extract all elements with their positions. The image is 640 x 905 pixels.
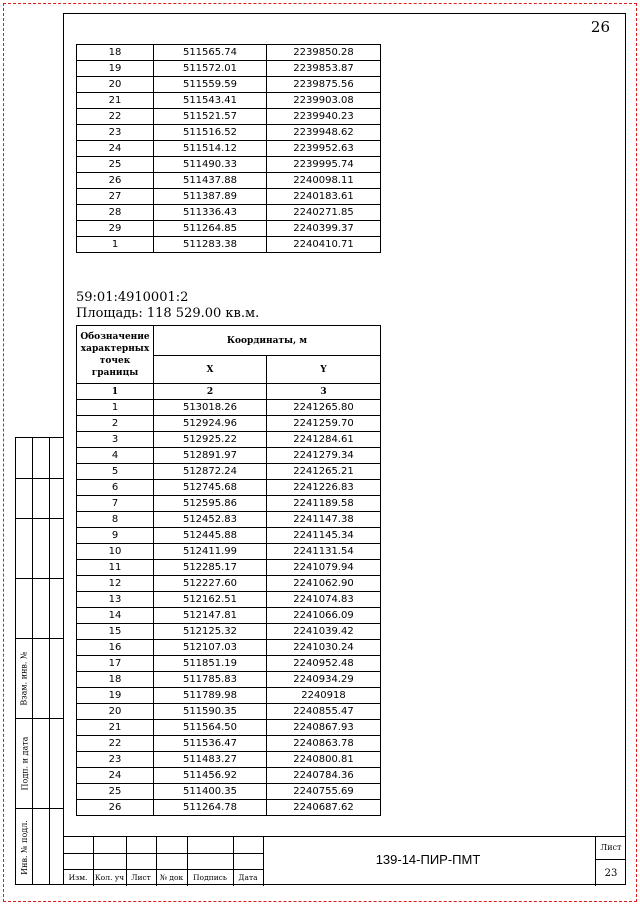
table-row	[77, 221, 381, 237]
label-change: Изм.	[68, 873, 88, 882]
table-row	[77, 237, 381, 253]
point-number: 8	[77, 512, 154, 528]
coord-y: 2241226.83	[267, 480, 381, 496]
coord-x: 512445.88	[154, 528, 267, 544]
point-number: 20	[77, 704, 154, 720]
coord-y: 2240918	[267, 688, 381, 704]
point-number: 28	[77, 205, 154, 221]
coord-x: 511456.92	[154, 768, 267, 784]
coord-x: 511483.27	[154, 752, 267, 768]
coord-x: 512924.96	[154, 416, 267, 432]
table-row	[77, 496, 381, 512]
point-number: 7	[77, 496, 154, 512]
coord-y: 2241039.42	[267, 624, 381, 640]
point-number: 19	[77, 61, 154, 77]
coord-y: 2239940.23	[267, 109, 381, 125]
coord-x: 511283.38	[154, 237, 267, 253]
coord-x: 511559.59	[154, 77, 267, 93]
coord-y: 2240863.78	[267, 736, 381, 752]
coord-y: 2240687.62	[267, 800, 381, 816]
sheet-number: 23	[604, 868, 618, 879]
coord-x: 512595.86	[154, 496, 267, 512]
coord-x: 512872.24	[154, 464, 267, 480]
point-number: 25	[77, 157, 154, 173]
coord-y: 2240934.29	[267, 672, 381, 688]
table-row	[77, 800, 381, 816]
coord-y: 2241284.61	[267, 432, 381, 448]
point-number: 23	[77, 125, 154, 141]
point-number: 25	[77, 784, 154, 800]
coord-x: 512285.17	[154, 560, 267, 576]
header-x: X	[154, 356, 267, 384]
coord-x: 512411.99	[154, 544, 267, 560]
side-label-original-inv: Инв. № подл.	[20, 819, 29, 875]
table-row	[77, 464, 381, 480]
coord-x: 511565.74	[154, 45, 267, 61]
table-row	[77, 544, 381, 560]
point-number: 29	[77, 221, 154, 237]
coordinates-table	[76, 325, 381, 816]
table-row	[77, 45, 381, 61]
parcel-cadastral-number: 59:01:4910001:2	[76, 290, 189, 305]
coord-x: 511590.35	[154, 704, 267, 720]
coord-y: 2240800.81	[267, 752, 381, 768]
label-count: Кол. уч	[94, 873, 125, 882]
point-number: 22	[77, 736, 154, 752]
table-row	[77, 93, 381, 109]
coord-y: 2240755.69	[267, 784, 381, 800]
coord-x: 512227.60	[154, 576, 267, 592]
point-number: 18	[77, 672, 154, 688]
coord-x: 511516.52	[154, 125, 267, 141]
coord-y: 2240098.11	[267, 173, 381, 189]
coord-x: 511564.50	[154, 720, 267, 736]
coord-y: 2241279.34	[267, 448, 381, 464]
point-number: 14	[77, 608, 154, 624]
coord-x: 512107.03	[154, 640, 267, 656]
coord-y: 2241030.24	[267, 640, 381, 656]
point-number: 2	[77, 416, 154, 432]
col-number-2: 2	[154, 384, 267, 400]
title-block	[63, 836, 626, 885]
point-number: 12	[77, 576, 154, 592]
label-date: Дата	[238, 873, 258, 882]
point-number: 24	[77, 768, 154, 784]
coord-x: 511785.83	[154, 672, 267, 688]
table-row	[77, 784, 381, 800]
coord-x: 511387.89	[154, 189, 267, 205]
point-number: 27	[77, 189, 154, 205]
coord-y: 2240784.36	[267, 768, 381, 784]
point-number: 16	[77, 640, 154, 656]
point-number: 22	[77, 109, 154, 125]
table-row	[77, 173, 381, 189]
table-row	[77, 109, 381, 125]
table-row	[77, 432, 381, 448]
table-row	[77, 141, 381, 157]
coord-x: 511437.88	[154, 173, 267, 189]
point-number: 3	[77, 432, 154, 448]
point-number: 24	[77, 141, 154, 157]
coord-y: 2241062.90	[267, 576, 381, 592]
table-row	[77, 448, 381, 464]
coord-y: 2239853.87	[267, 61, 381, 77]
coord-x: 513018.26	[154, 400, 267, 416]
point-number: 1	[77, 400, 154, 416]
table-row	[77, 61, 381, 77]
coord-y: 2241066.09	[267, 608, 381, 624]
point-number: 23	[77, 752, 154, 768]
coord-x: 511264.78	[154, 800, 267, 816]
table-row	[77, 480, 381, 496]
coord-x: 511572.01	[154, 61, 267, 77]
point-number: 10	[77, 544, 154, 560]
point-number: 1	[77, 237, 154, 253]
coord-y: 2241189.58	[267, 496, 381, 512]
label-signature: Подпись	[193, 873, 227, 882]
coord-y: 2239875.56	[267, 77, 381, 93]
table-row	[77, 752, 381, 768]
table-row	[77, 592, 381, 608]
coord-y: 2241145.34	[267, 528, 381, 544]
coord-x: 511521.57	[154, 109, 267, 125]
point-number: 21	[77, 93, 154, 109]
table-row	[77, 400, 381, 416]
coord-y: 2241265.80	[267, 400, 381, 416]
coord-y: 2241147.38	[267, 512, 381, 528]
label-doc-number: № док	[159, 873, 184, 882]
table-row	[77, 624, 381, 640]
point-number: 18	[77, 45, 154, 61]
coord-x: 512162.51	[154, 592, 267, 608]
point-number: 19	[77, 688, 154, 704]
point-number: 4	[77, 448, 154, 464]
parcel-area: Площадь: 118 529.00 кв.м.	[76, 306, 260, 321]
coord-y: 2239850.28	[267, 45, 381, 61]
coord-y: 2239995.74	[267, 157, 381, 173]
coord-x: 512125.32	[154, 624, 267, 640]
point-number: 9	[77, 528, 154, 544]
point-number: 6	[77, 480, 154, 496]
coord-y: 2240271.85	[267, 205, 381, 221]
coord-y: 2241074.83	[267, 592, 381, 608]
coord-y: 2239952.63	[267, 141, 381, 157]
coord-y: 2239948.62	[267, 125, 381, 141]
coord-x: 512925.22	[154, 432, 267, 448]
header-point: Обозначение характерных точек границы	[77, 326, 154, 384]
coord-x: 512452.83	[154, 512, 267, 528]
table-row	[77, 640, 381, 656]
col-number-3: 3	[267, 384, 381, 400]
coord-x: 511514.12	[154, 141, 267, 157]
coord-y: 2240855.47	[267, 704, 381, 720]
coord-x: 512891.97	[154, 448, 267, 464]
coord-y: 2241131.54	[267, 544, 381, 560]
coord-y: 2241265.21	[267, 464, 381, 480]
point-number: 26	[77, 800, 154, 816]
coordinates-table-continued	[76, 44, 381, 253]
label-sheet: Лист	[131, 873, 151, 882]
document-code: 139-14-ПИР-ПМТ	[375, 852, 481, 867]
side-label-signature-date: Подп. и дата	[20, 736, 29, 790]
table-row	[77, 189, 381, 205]
point-number: 13	[77, 592, 154, 608]
table-row	[77, 528, 381, 544]
table-row	[77, 125, 381, 141]
coord-y: 2240867.93	[267, 720, 381, 736]
table-row	[77, 672, 381, 688]
header-coordinates: Координаты, м	[154, 326, 381, 356]
coord-y: 2240399.37	[267, 221, 381, 237]
sheet-label: Лист	[600, 843, 622, 852]
table-row	[77, 560, 381, 576]
point-number: 20	[77, 77, 154, 93]
table-row	[77, 656, 381, 672]
col-number-1: 1	[77, 384, 154, 400]
point-number: 17	[77, 656, 154, 672]
table-row	[77, 688, 381, 704]
header-y: Y	[267, 356, 381, 384]
coord-y: 2241259.70	[267, 416, 381, 432]
coord-x: 511490.33	[154, 157, 267, 173]
coord-x: 511264.85	[154, 221, 267, 237]
coord-y: 2241079.94	[267, 560, 381, 576]
point-number: 5	[77, 464, 154, 480]
coord-y: 2240952.48	[267, 656, 381, 672]
coord-x: 511536.47	[154, 736, 267, 752]
coord-x: 512745.68	[154, 480, 267, 496]
coord-x: 511789.98	[154, 688, 267, 704]
point-number: 26	[77, 173, 154, 189]
coord-y: 2240410.71	[267, 237, 381, 253]
table-row	[77, 416, 381, 432]
table-row	[77, 704, 381, 720]
coord-y: 2240183.61	[267, 189, 381, 205]
coord-x: 511336.43	[154, 205, 267, 221]
table-row	[77, 205, 381, 221]
table-row	[77, 77, 381, 93]
table-row	[77, 157, 381, 173]
coord-x: 512147.81	[154, 608, 267, 624]
page-number: 26	[590, 18, 610, 36]
side-label-replacement-inv: Взам. инв. №	[20, 650, 29, 706]
table-row	[77, 512, 381, 528]
table-row	[77, 736, 381, 752]
table-row	[77, 720, 381, 736]
table-row	[77, 608, 381, 624]
table-row	[77, 576, 381, 592]
point-number: 11	[77, 560, 154, 576]
coord-y: 2239903.08	[267, 93, 381, 109]
point-number: 15	[77, 624, 154, 640]
side-stamp	[15, 437, 63, 885]
point-number: 21	[77, 720, 154, 736]
coord-x: 511400.35	[154, 784, 267, 800]
table-row	[77, 768, 381, 784]
coord-x: 511543.41	[154, 93, 267, 109]
coord-x: 511851.19	[154, 656, 267, 672]
